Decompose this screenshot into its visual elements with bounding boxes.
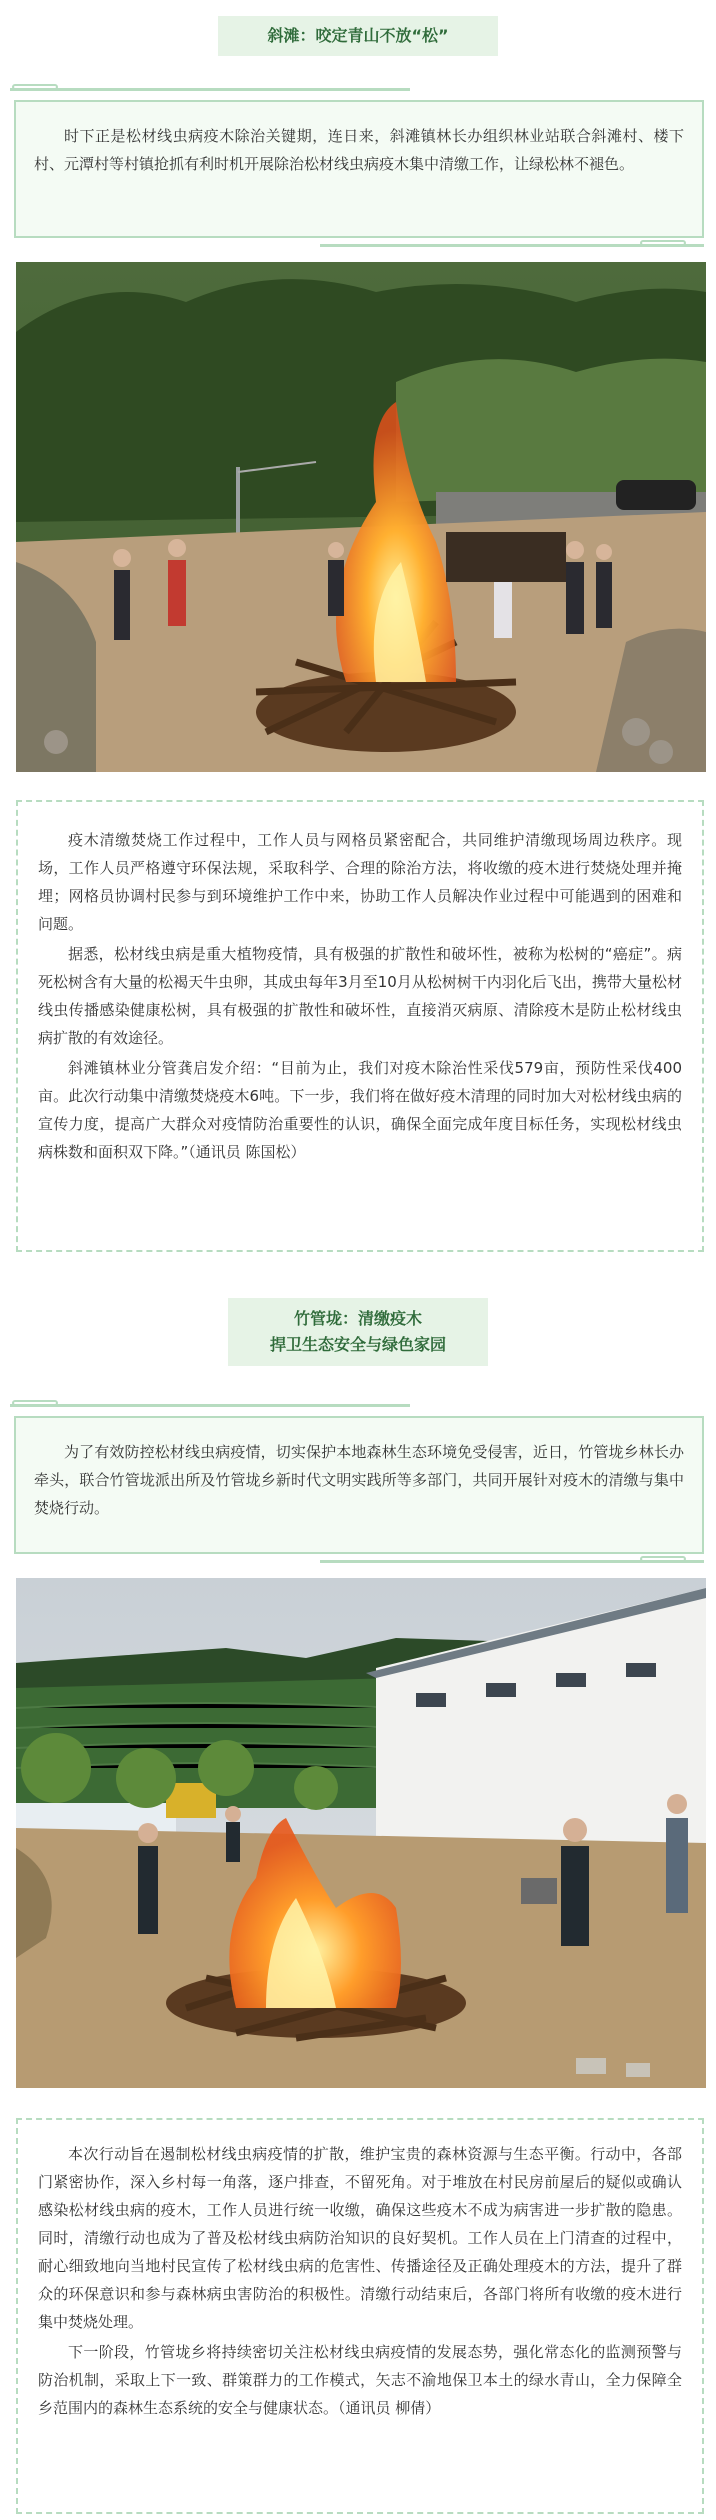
photo-burning-pile-2 <box>16 1578 706 2088</box>
section1-body-card <box>16 800 704 1252</box>
section1-paragraph-2: 据悉，松材线虫病是重大植物疫情，具有极强的扩散性和破坏性，被称为松树的“癌症”。病死松树含有大量的松褐天牛虫卵，其成虫每年3月至10月从松树树干内羽化后飞出，携带大量松材线虫传播感染健康松树，具有极强的扩散性和破坏性，直接消灭病原、清除疫木是防止松材线虫病扩散的有效途径。 <box>38 945 682 1047</box>
section2-title <box>228 1298 488 1366</box>
photo-burning-pile-2-image <box>16 1578 706 2088</box>
section2-paragraph-2: 下一阶段，竹管垅乡将持续密切关注松材线虫病疫情的发展态势，强化常态化的监测预警与防治机制，采取上下一致、群策群力的工作模式，矢志不渝地保卫本土的绿水青山，全力保障全乡范围内的森林生态系统的安全与健康状态。（通讯员 柳倩） <box>38 2343 682 2417</box>
decor-tab-left <box>12 84 58 90</box>
photo-burning-pile-1 <box>16 262 706 772</box>
decor-tab-left-2 <box>12 1400 58 1406</box>
section2-paragraph-1: 本次行动旨在遏制松材线虫病疫情的扩散，维护宝贵的森林资源与生态平衡。行动中，各部门紧密协作，深入乡村每一角落，逐户排查，不留死角。对于堆放在村民房前屋后的疑似或确认感染松材线虫病的疫木，工作人员进行统一收缴，确保这些疫木不成为病害进一步扩散的隐患。同时，清缴行动也成为了普及松材线虫病防治知识的良好契机。工作人员在上门清查的过程中，耐心细致地向当地村民宣传了松材线虫病的危害性、传播途径及正确处理疫木的方法，提升了群众的环保意识和参与森林病虫害防治的积极性。清缴行动结束后，各部门将所有收缴的疫木进行集中焚烧处理。 <box>38 2145 682 2331</box>
decor-tab-right-2 <box>640 1556 686 1562</box>
decor-tab-right <box>640 240 686 246</box>
section2-intro: 为了有效防控松材线虫病疫情，切实保护本地森林生态环境免受侵害，近日，竹管垅乡林长办牵头，联合竹管垅派出所及竹管垅乡新时代文明实践所等多部门，共同开展针对疫木的清缴与集中焚烧行动。 <box>34 1443 684 1517</box>
section2-title-line2: 捍卫生态安全与绿色家园 <box>269 1335 446 1354</box>
section2-body-card <box>16 2118 704 2514</box>
section1-intro-card <box>14 100 704 238</box>
section1-intro: 时下正是松材线虫病疫木除治关键期，连日来，斜滩镇林长办组织林业站联合斜滩村、楼下村、元潭村等村镇抢抓有利时机开展除治松材线虫病疫木集中清缴工作，让绿松林不褪色。 <box>34 127 684 173</box>
decor-line-top <box>10 88 410 91</box>
decor-line-top-2 <box>10 1404 410 1407</box>
section2-title-line1: 竹管垅：清缴疫木 <box>293 1309 422 1328</box>
section1-paragraph-3: 斜滩镇林业分管龚启发介绍：“目前为止，我们对疫木除治性采伐579亩，预防性采伐400亩。此次行动集中清缴焚烧疫木6吨。下一步，我们将在做好疫木清理的同时加大对松材线虫病的宣传力度，提高广大群众对疫情防治重要性的认识，确保全面完成年度目标任务，实现松材线虫病株数和面积双下降。”（通讯员 陈国松） <box>38 1059 682 1161</box>
section2-intro-card <box>14 1416 704 1554</box>
section1-title: 斜滩：咬定青山不放“松” <box>218 16 498 56</box>
section1-paragraph-1: 疫木清缴焚烧工作过程中，工作人员与网格员紧密配合，共同维护清缴现场周边秩序。现场，工作人员严格遵守环保法规，采取科学、合理的除治方法，将收缴的疫木进行焚烧处理并掩埋；网格员协调村民参与到环境维护工作中来，协助工作人员解决作业过程中可能遇到的困难和问题。 <box>38 831 682 933</box>
photo-burning-pile-1-image <box>16 262 706 772</box>
